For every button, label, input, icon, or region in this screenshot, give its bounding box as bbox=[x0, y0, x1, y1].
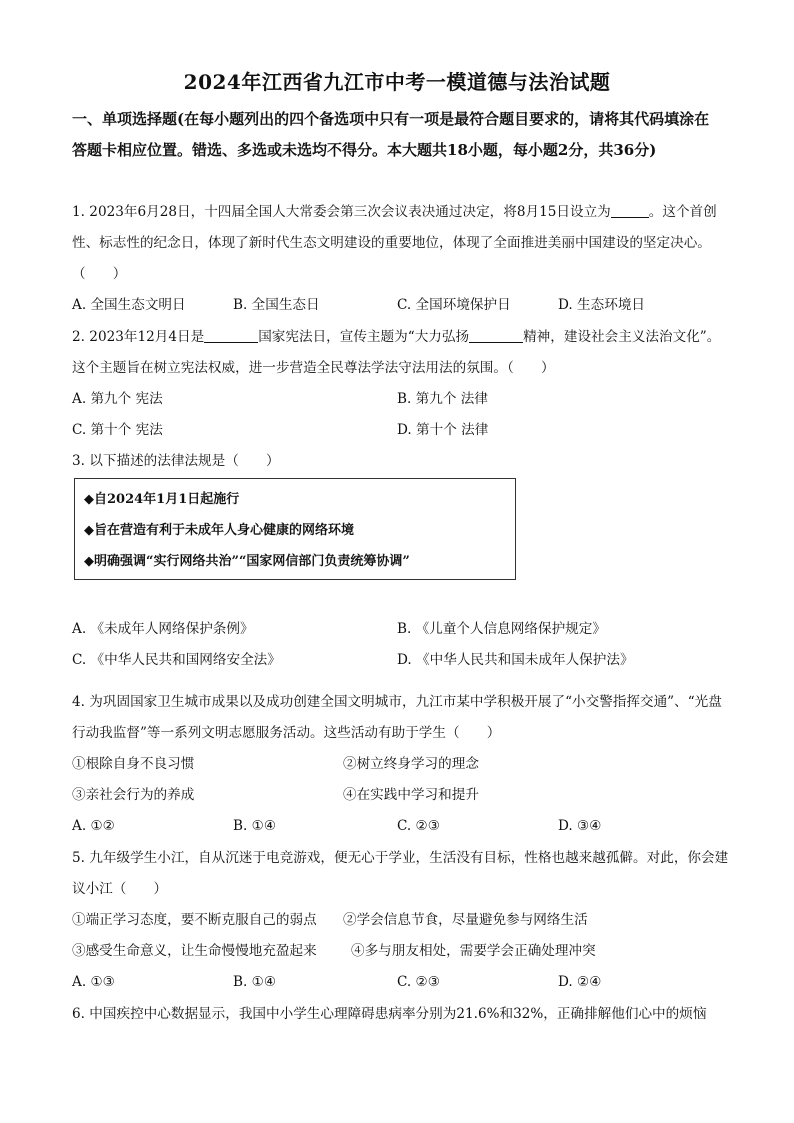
q5-option-b[interactable]: B. ①④ bbox=[233, 974, 277, 990]
q4-item: ②树立终身学习的理念 bbox=[343, 756, 479, 772]
q4-item: ③亲社会行为的养成 bbox=[72, 787, 195, 803]
question-4-options bbox=[72, 811, 732, 842]
q3-option-b[interactable]: B. 《儿童个人信息网络保护规定》 bbox=[397, 621, 606, 637]
q2-stem-1: 2. 2023年12月4日是 bbox=[72, 329, 205, 345]
q5-item: ③感受生命意义，让生命慢慢地充盈起来 bbox=[72, 943, 317, 959]
question-1-stem bbox=[72, 197, 732, 290]
question-5-items-row2 bbox=[72, 936, 732, 967]
q3-option-d[interactable]: D. 《中华人民共和国未成年人保护法》 bbox=[397, 652, 634, 668]
q1-stem-before: 1. 2023年6月28日，十四届全国人大常委会第三次会议表决通过决定，将8月15日设立为 bbox=[72, 204, 611, 220]
question-2-stem bbox=[72, 322, 732, 384]
q3-material-line: ◆自2024年1月1日起施行 bbox=[84, 492, 240, 507]
question-3-options-row2 bbox=[72, 645, 732, 676]
q2-stem-3: 精神，建设社会主义法治文化”。这个主题旨在树立宪法权威，进一步营造全民尊法学法守法用法的氛围。（ ） bbox=[72, 329, 721, 376]
q2-stem-2: 国家宪法日，宣传主题为“大力弘扬 bbox=[258, 329, 470, 345]
question-2-options-row1 bbox=[72, 384, 732, 415]
q2-option-a[interactable]: A. 第九个 宪法 bbox=[72, 391, 163, 407]
q5-option-a[interactable]: A. ①③ bbox=[72, 974, 115, 990]
q4-item: ①根除自身不良习惯 bbox=[72, 756, 195, 772]
q3-option-c[interactable]: C. 《中华人民共和国网络安全法》 bbox=[72, 652, 281, 668]
question-1-options bbox=[72, 290, 732, 321]
question-5-items-row1 bbox=[72, 905, 732, 936]
question-4-stem: 4. 为巩固国家卫生城市成果以及成功创建全国文明城市，九江市某中学积极开展了“小交警指挥交通”、“光盘行动我监督”等一系列文明志愿服务活动。这些活动有助于学生（ ） bbox=[72, 694, 722, 741]
q1-option-d[interactable]: D. 生态环境日 bbox=[558, 297, 646, 313]
q4-option-b[interactable]: B. ①④ bbox=[233, 818, 277, 834]
q1-answer-blank bbox=[611, 203, 649, 218]
q1-option-a[interactable]: A. 全国生态文明日 bbox=[72, 297, 186, 313]
q2-answer-blank-2 bbox=[469, 328, 523, 343]
q2-answer-blank-1 bbox=[204, 328, 258, 343]
q1-option-c[interactable]: C. 全国环境保护日 bbox=[397, 297, 511, 313]
q1-stem-after: 。这个首创性、标志性的纪念日，体现了新时代生态文明建设的重要地位，体现了全面推进美丽中国建设的坚定决心。（ ） bbox=[72, 204, 717, 282]
q2-option-c[interactable]: C. 第十个 宪法 bbox=[72, 422, 163, 438]
q3-material-line: ◆明确强调“实行网络共治”“国家网信部门负责统筹协调” bbox=[84, 554, 410, 569]
q5-item: ①端正学习态度，要不断克服自己的弱点 bbox=[72, 912, 317, 928]
question-6-stem: 6. 中国疾控中心数据显示，我国中小学生心理障碍患病率分别为21.6%和32%，正确排解他们心中的烦恼 bbox=[72, 1006, 707, 1022]
question-4-items-row2 bbox=[72, 780, 732, 811]
section-heading: 一、单项选择题(在每小题列出的四个备选项中只有一项是最符合题目要求的，请将其代码填涂在答题卡相应位置。错选、多选或未选均不得分。本大题共18小题，每小题2分，共36分) bbox=[72, 110, 710, 159]
q4-item: ④在实践中学习和提升 bbox=[343, 787, 479, 803]
q2-option-d[interactable]: D. 第十个 法律 bbox=[397, 422, 489, 438]
q4-option-d[interactable]: D. ③④ bbox=[558, 818, 602, 834]
q5-option-d[interactable]: D. ②④ bbox=[558, 974, 602, 990]
question-2-options-row2 bbox=[72, 415, 732, 446]
q3-material-box bbox=[74, 478, 516, 580]
q5-item: ②学会信息节食，尽量避免参与网络生活 bbox=[343, 912, 588, 928]
q5-item: ④多与朋友相处，需要学会正确处理冲突 bbox=[351, 943, 596, 959]
question-5-options bbox=[72, 967, 732, 998]
question-3-options-row1 bbox=[72, 614, 732, 645]
q5-option-c[interactable]: C. ②③ bbox=[397, 974, 440, 990]
page-title: 2024年江西省九江市中考一模道德与法治试题 bbox=[183, 70, 611, 94]
q3-option-a[interactable]: A. 《未成年人网络保护条例》 bbox=[72, 621, 254, 637]
q4-option-a[interactable]: A. ①② bbox=[72, 818, 115, 834]
q1-option-b[interactable]: B. 全国生态日 bbox=[233, 297, 320, 313]
question-4-items-row1 bbox=[72, 749, 732, 780]
q4-option-c[interactable]: C. ②③ bbox=[397, 818, 440, 834]
question-3-stem: 3. 以下描述的法律法规是（ ） bbox=[72, 453, 280, 469]
q2-option-b[interactable]: B. 第九个 法律 bbox=[397, 391, 488, 407]
q3-material-line: ◆旨在营造有利于未成年人身心健康的网络环境 bbox=[84, 523, 354, 538]
question-5-stem: 5. 九年级学生小江，自从沉迷于电竞游戏，便无心于学业，生活没有目标，性格也越来越孤僻。对此，你会建议小江（ ） bbox=[72, 850, 729, 897]
